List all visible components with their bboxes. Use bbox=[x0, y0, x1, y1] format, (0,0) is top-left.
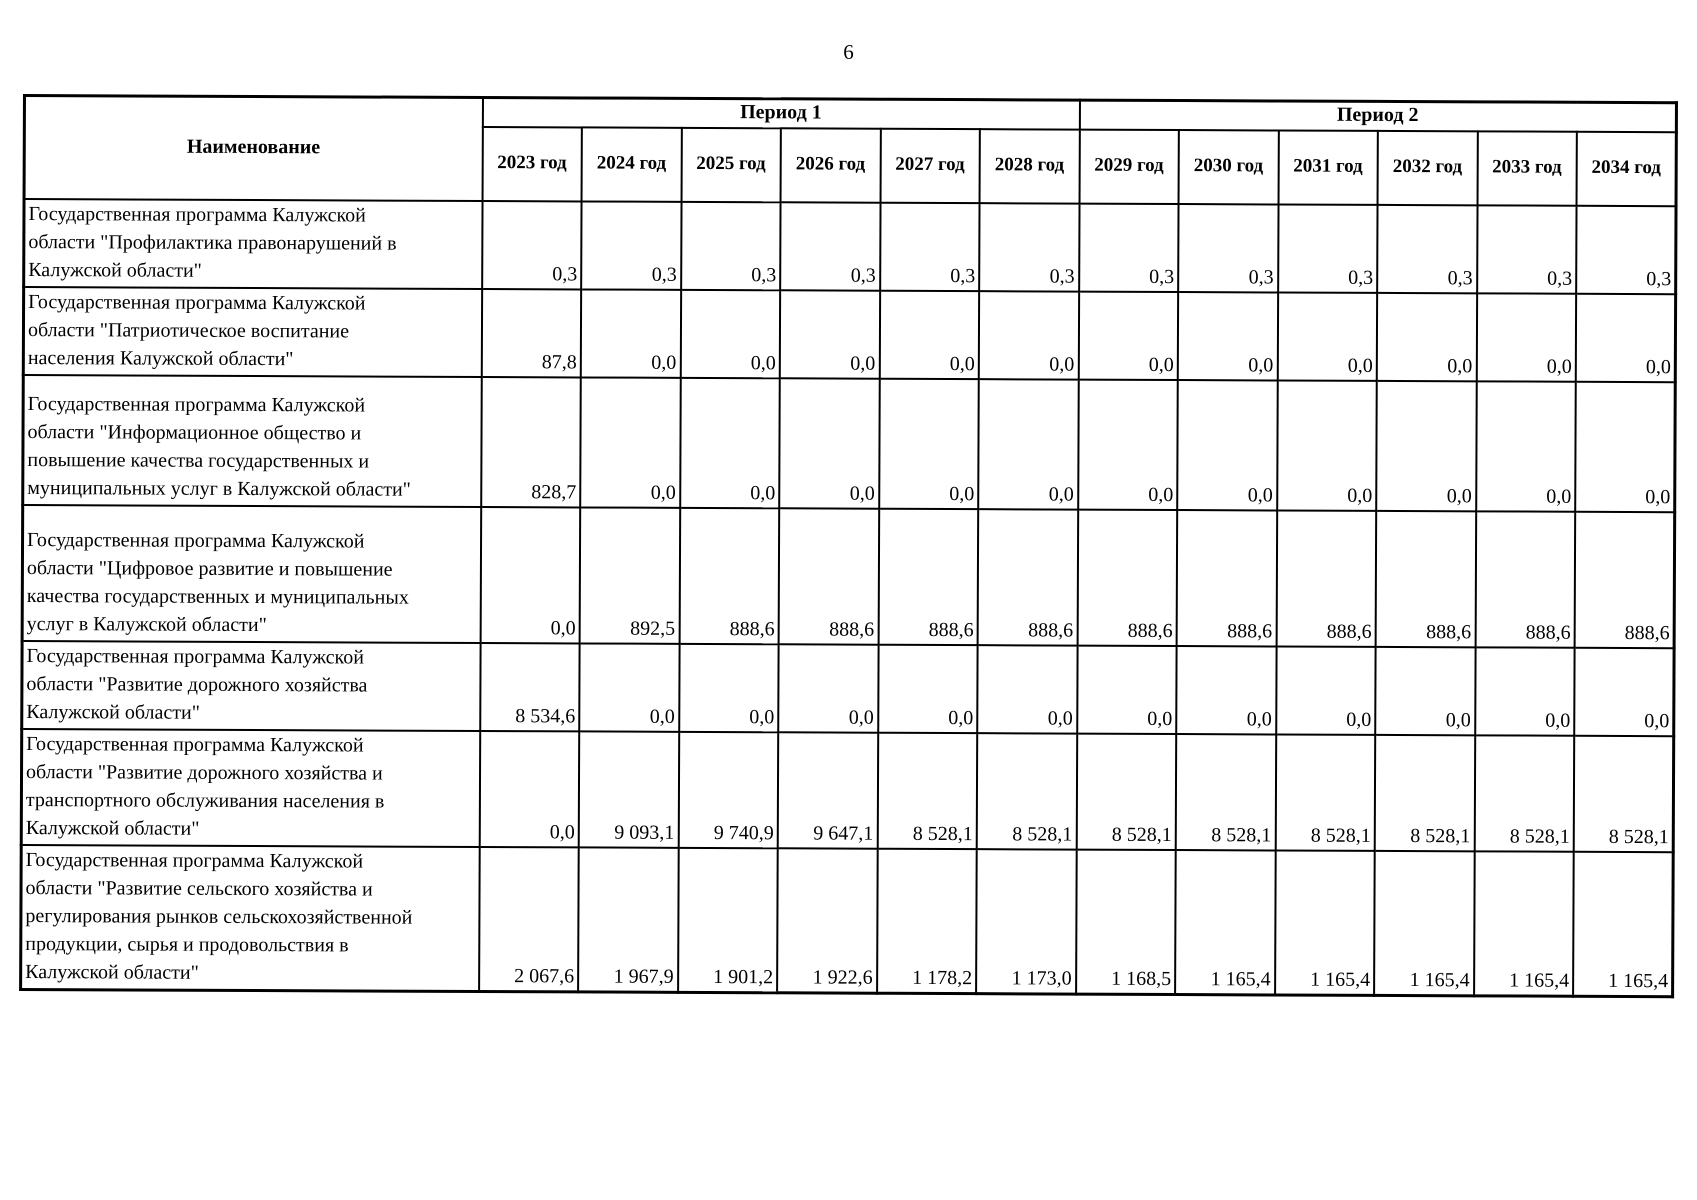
program-name-line: области "Цифровое развитие и повышение bbox=[26, 557, 393, 581]
program-name-line: Государственная программа Калужской bbox=[25, 849, 364, 873]
value-cell: 0,3 bbox=[1576, 206, 1676, 294]
program-name-line: услуг в Калужской области" bbox=[26, 613, 267, 637]
value-cell: 1 165,4 bbox=[1374, 851, 1474, 996]
program-name-line: области "Развитие сельского хозяйства и bbox=[25, 877, 373, 901]
value-cell: 8 528,1 bbox=[977, 733, 1077, 849]
value-cell: 8 528,1 bbox=[1275, 734, 1375, 850]
program-name-line: качества государственных и муниципальных bbox=[26, 585, 409, 609]
year-header: 2023 год bbox=[482, 127, 582, 201]
program-name-line: Калужской области" bbox=[26, 701, 200, 724]
value-cell: 0,0 bbox=[879, 379, 979, 509]
value-cell: 0,0 bbox=[579, 643, 679, 731]
program-name-cell bbox=[22, 505, 481, 643]
value-cell: 0,0 bbox=[1276, 646, 1376, 734]
value-cell: 0,0 bbox=[878, 645, 978, 733]
program-name-line: области "Развитие дорожного хозяйства и bbox=[25, 761, 383, 785]
program-name-line: области "Профилактика правонарушений в bbox=[28, 231, 397, 255]
value-cell: 8 528,1 bbox=[877, 733, 977, 849]
table-row bbox=[23, 287, 1675, 382]
period-header: Период 2 bbox=[1079, 100, 1676, 132]
value-cell: 1 173,0 bbox=[976, 849, 1076, 994]
table-row bbox=[23, 375, 1676, 512]
value-cell: 0,3 bbox=[979, 203, 1079, 291]
value-cell: 0,0 bbox=[977, 645, 1077, 733]
value-cell: 8 528,1 bbox=[1474, 735, 1574, 851]
year-header: 2034 год bbox=[1577, 132, 1677, 206]
value-cell: 888,6 bbox=[779, 508, 879, 644]
value-cell: 0,3 bbox=[681, 202, 781, 290]
program-name-line: муниципальных услуг в Калужской области" bbox=[27, 477, 411, 501]
value-cell: 0,3 bbox=[1178, 204, 1278, 292]
value-cell: 8 528,1 bbox=[1375, 735, 1475, 851]
value-cell: 0,0 bbox=[1376, 381, 1476, 511]
value-cell: 0,0 bbox=[978, 379, 1078, 509]
value-cell: 0,3 bbox=[880, 203, 980, 291]
document-sheet bbox=[19, 94, 1675, 998]
budget-table bbox=[19, 94, 1678, 998]
value-cell: 0,0 bbox=[1178, 292, 1278, 380]
program-name-line: Государственная программа Калужской bbox=[28, 203, 366, 227]
value-cell: 0,0 bbox=[1078, 292, 1178, 380]
program-name-line: повышение качества государственных и bbox=[27, 449, 370, 473]
value-cell: 0,0 bbox=[680, 378, 780, 508]
value-cell: 888,6 bbox=[1575, 512, 1675, 648]
program-name-cell bbox=[21, 729, 480, 847]
year-header: 2031 год bbox=[1278, 130, 1378, 204]
program-name-line: Государственная программа Калужской bbox=[26, 733, 364, 757]
period-header-row bbox=[24, 96, 1676, 133]
value-cell: 888,6 bbox=[1475, 511, 1575, 647]
table-header bbox=[24, 96, 1676, 207]
value-cell: 0,0 bbox=[779, 378, 879, 508]
value-cell: 1 967,9 bbox=[578, 847, 678, 992]
value-cell: 0,3 bbox=[581, 201, 681, 289]
year-header: 2027 год bbox=[880, 129, 980, 203]
value-cell: 0,0 bbox=[1575, 382, 1675, 512]
value-cell: 0,3 bbox=[1377, 205, 1477, 293]
value-cell: 0,3 bbox=[780, 202, 880, 290]
value-cell: 0,0 bbox=[1476, 293, 1576, 381]
value-cell: 0,3 bbox=[1079, 204, 1179, 292]
program-name-line: Калужской области" bbox=[25, 817, 200, 840]
value-cell: 0,0 bbox=[780, 290, 880, 378]
value-cell: 1 165,4 bbox=[1275, 850, 1375, 995]
table-row bbox=[22, 641, 1674, 736]
value-cell: 8 528,1 bbox=[1076, 734, 1176, 850]
value-cell: 1 165,4 bbox=[1175, 850, 1275, 995]
value-cell: 9 093,1 bbox=[579, 731, 679, 847]
value-cell: 8 528,1 bbox=[1176, 734, 1276, 850]
program-name-cell bbox=[22, 641, 480, 731]
value-cell: 1 178,2 bbox=[877, 849, 977, 994]
program-name-cell bbox=[24, 199, 482, 289]
value-cell: 0,0 bbox=[581, 289, 681, 377]
program-name-line: Государственная программа Калужской bbox=[27, 393, 366, 417]
value-cell: 0,0 bbox=[1077, 646, 1177, 734]
value-cell: 0,0 bbox=[1177, 380, 1277, 510]
value-cell: 9 740,9 bbox=[678, 732, 778, 848]
name-column-header: Наименование bbox=[24, 96, 482, 201]
value-cell: 0,0 bbox=[1576, 294, 1676, 382]
value-cell: 0,0 bbox=[479, 731, 579, 847]
year-header: 2024 год bbox=[582, 127, 682, 201]
value-cell: 0,3 bbox=[1278, 204, 1378, 292]
program-name-line: области "Патриотическое воспитание bbox=[27, 319, 350, 343]
table-row bbox=[21, 729, 1674, 852]
value-cell: 888,6 bbox=[1376, 511, 1476, 647]
value-cell: 0,3 bbox=[1477, 205, 1577, 293]
value-cell: 1 168,5 bbox=[1076, 850, 1176, 995]
value-cell: 888,6 bbox=[1177, 510, 1277, 646]
table-row bbox=[21, 845, 1674, 997]
value-cell: 888,6 bbox=[978, 509, 1078, 645]
value-cell: 8 534,6 bbox=[480, 643, 580, 731]
program-name-line: продукции, сырья и продовольствия в bbox=[25, 933, 349, 957]
value-cell: 888,6 bbox=[1077, 510, 1177, 646]
value-cell: 0,0 bbox=[778, 644, 878, 732]
value-cell: 0,3 bbox=[482, 201, 582, 289]
value-cell: 1 922,6 bbox=[777, 848, 877, 993]
value-cell: 0,0 bbox=[1377, 293, 1477, 381]
value-cell: 2 067,6 bbox=[479, 847, 579, 992]
year-header: 2032 год bbox=[1378, 131, 1478, 205]
value-cell: 1 165,4 bbox=[1474, 851, 1574, 996]
value-cell: 0,0 bbox=[879, 291, 979, 379]
year-header: 2026 год bbox=[781, 128, 881, 202]
value-cell: 0,0 bbox=[1475, 647, 1575, 735]
value-cell: 888,6 bbox=[1276, 510, 1376, 646]
program-name-cell bbox=[21, 845, 480, 991]
table-row bbox=[22, 505, 1675, 648]
value-cell: 8 528,1 bbox=[1574, 736, 1674, 852]
value-cell: 1 165,4 bbox=[1573, 852, 1673, 997]
program-name-line: Государственная программа Калужской bbox=[26, 645, 365, 669]
page-number: 6 bbox=[843, 40, 854, 64]
year-header: 2033 год bbox=[1477, 131, 1577, 205]
value-cell: 1 901,2 bbox=[678, 848, 778, 993]
value-cell: 892,5 bbox=[580, 507, 680, 643]
value-cell: 9 647,1 bbox=[778, 732, 878, 848]
value-cell: 0,0 bbox=[679, 644, 779, 732]
year-header: 2030 год bbox=[1179, 130, 1279, 204]
value-cell: 0,0 bbox=[680, 290, 780, 378]
value-cell: 87,8 bbox=[481, 289, 581, 377]
value-cell: 0,0 bbox=[1277, 380, 1377, 510]
program-name-line: населения Калужской области" bbox=[27, 347, 294, 371]
value-cell: 828,7 bbox=[481, 377, 581, 507]
value-cell: 0,0 bbox=[979, 291, 1079, 379]
program-name-cell bbox=[23, 287, 481, 377]
value-cell: 0,0 bbox=[580, 377, 680, 507]
program-name-line: области "Информационное общество и bbox=[27, 421, 362, 445]
value-cell: 0,0 bbox=[1476, 381, 1576, 511]
program-name-line: Государственная программа Калужской bbox=[27, 529, 365, 553]
value-cell: 0,0 bbox=[1078, 380, 1178, 510]
value-cell: 0,0 bbox=[1176, 646, 1276, 734]
period-header: Период 1 bbox=[482, 98, 1079, 130]
program-name-line: Государственная программа Калужской bbox=[28, 291, 366, 315]
value-cell: 0,0 bbox=[1375, 647, 1475, 735]
program-name-line: транспортного обслуживания населения в bbox=[25, 789, 385, 813]
program-name-line: Калужской области" bbox=[28, 259, 202, 282]
value-cell: 0,0 bbox=[1277, 292, 1377, 380]
year-header: 2028 год bbox=[980, 129, 1080, 203]
table-body bbox=[21, 199, 1676, 997]
year-header: 2025 год bbox=[681, 128, 781, 202]
program-name-line: области "Развитие дорожного хозяйства bbox=[26, 673, 368, 697]
value-cell: 0,0 bbox=[480, 507, 580, 643]
year-header: 2029 год bbox=[1079, 130, 1179, 204]
table-row bbox=[24, 199, 1676, 294]
program-name-cell bbox=[23, 375, 482, 507]
value-cell: 888,6 bbox=[679, 508, 779, 644]
program-name-line: регулирования рынков сельскохозяйственной bbox=[25, 905, 413, 929]
value-cell: 888,6 bbox=[878, 509, 978, 645]
value-cell: 0,0 bbox=[1574, 648, 1674, 736]
program-name-line: Калужской области" bbox=[25, 961, 199, 984]
